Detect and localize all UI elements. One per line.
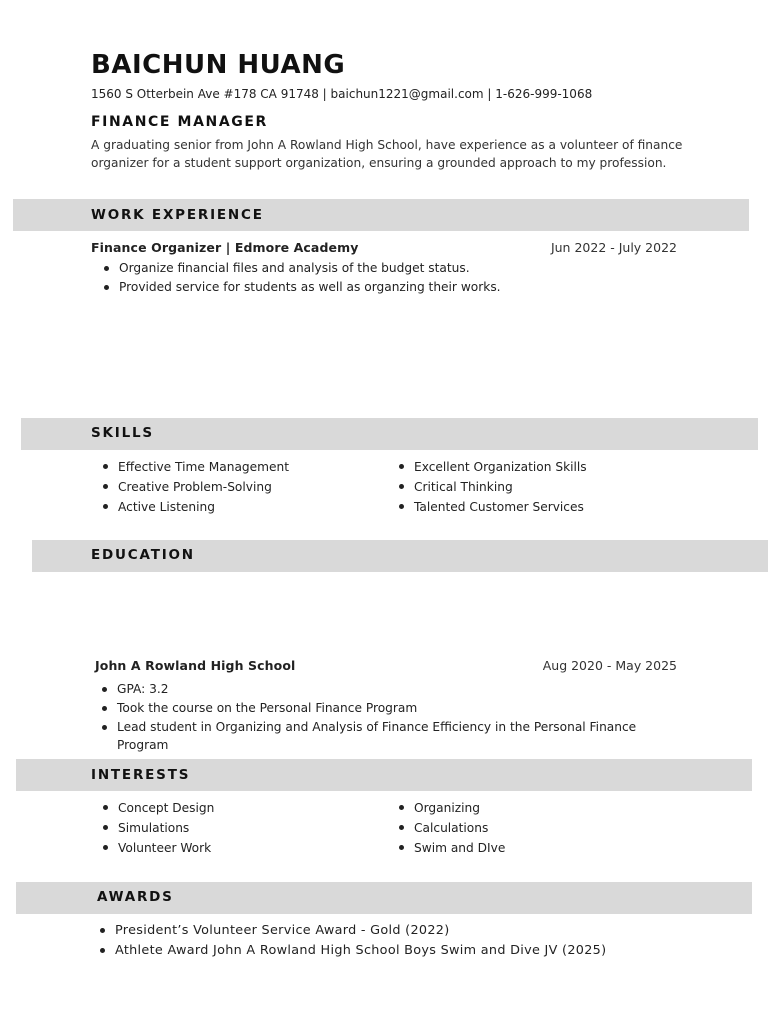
list-item: Effective Time Management	[101, 457, 381, 477]
list-item: Athlete Award John A Rowland High School Boys Swim and Dive JV (2025)	[98, 941, 718, 961]
section-heading-skills: SKILLS	[91, 425, 154, 441]
list-item: Swim and DIve	[397, 838, 697, 858]
school-name: John A Rowland High School	[95, 658, 296, 673]
list-item: Lead student in Organizing and Analysis of Finance Efficiency in the Personal Finance Program	[100, 718, 660, 756]
list-item: Simulations	[101, 818, 381, 838]
skills-list-right	[397, 457, 697, 517]
interests-list-left	[101, 798, 381, 858]
list-item: Active Listening	[101, 497, 381, 517]
profile-summary: A graduating senior from John A Rowland High School, have experience as a volunteer of finance organizer for a student support organization, ensuring a grounded approach to my profession.	[91, 138, 683, 170]
list-item: Took the course on the Personal Finance Program	[100, 699, 660, 718]
education-details-list	[100, 680, 660, 755]
section-heading-work: WORK EXPERIENCE	[91, 207, 264, 223]
resume-name: BAICHUN HUANG	[91, 50, 346, 80]
list-item: Excellent Organization Skills	[397, 457, 697, 477]
list-item: Volunteer Work	[101, 838, 381, 858]
list-item: Calculations	[397, 818, 697, 838]
list-item: President’s Volunteer Service Award - Gold (2022)	[98, 921, 718, 941]
school-dates: Aug 2020 - May 2025	[542, 658, 677, 673]
list-item: Organizing	[397, 798, 697, 818]
job-title: FINANCE MANAGER	[91, 114, 268, 130]
list-item: Organize financial files and analysis of the budget status.	[102, 259, 682, 278]
section-heading-awards: AWARDS	[97, 889, 174, 905]
section-heading-interests: INTERESTS	[91, 767, 191, 783]
list-item: GPA: 3.2	[100, 680, 660, 699]
job-duties-list	[102, 259, 682, 296]
awards-list	[98, 921, 718, 961]
contact-info: 1560 S Otterbein Ave #178 CA 91748 | baichun1221@gmail.com | 1-626-999-1068	[91, 87, 593, 101]
list-item: Concept Design	[101, 798, 381, 818]
section-heading-education: EDUCATION	[91, 547, 195, 563]
job-entry-dates: Jun 2022 - July 2022	[550, 240, 677, 255]
skills-list-left	[101, 457, 381, 517]
list-item: Talented Customer Services	[397, 497, 697, 517]
list-item: Creative Problem-Solving	[101, 477, 381, 497]
interests-list-right	[397, 798, 697, 858]
list-item: Provided service for students as well as organzing their works.	[102, 278, 682, 297]
job-entry-title: Finance Organizer | Edmore Academy	[91, 240, 359, 255]
list-item: Critical Thinking	[397, 477, 697, 497]
